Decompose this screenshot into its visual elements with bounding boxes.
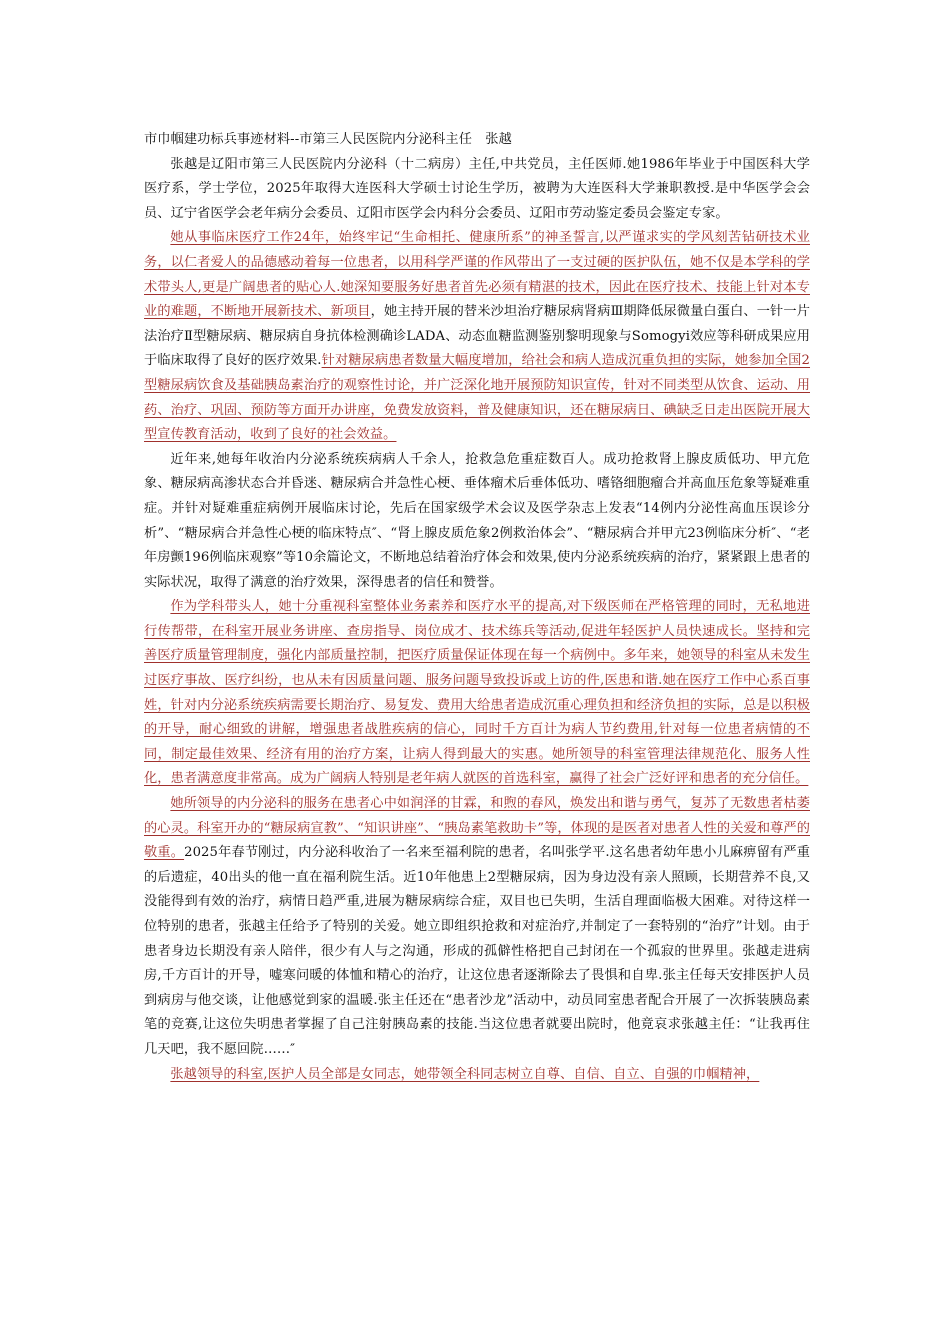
highlighted-text: 她从事临床医疗工作24年，始终牢记“生命相托、健康所系”的神圣誓言,以严谨求实的学风刻苦钻研技术业务，以仁者爱人的品德感动着每一位患者，以用科学严谨的作风带出了一支过硬的医护队伍，她不仅是本学科的学术带头人,更是广阔患者的贴心人.她深知要服务好患者首先必须有精湛的技术，因此在医疗技术、技能上针对本专业的难题，不断地开展新技术、新项目	[144, 230, 810, 320]
paragraph-text: 张越是辽阳市第三人民医院内分泌科（十二病房）主任,中共党员，主任医师.她1986年毕业于中国医科大学医疗系，学士学位，2025年取得大连医科大学硕士讨论生学历，被聘为大连医科大学兼职教授.是中华医学会会员、辽宁省医学会老年病分会委员、辽阳市医学会内科分会委员、辽阳市劳动鉴定委员会鉴定专家。	[144, 156, 810, 221]
body-paragraph	[144, 1063, 810, 1088]
paragraph-text: 近年来,她每年收治内分泌系统疾病病人千余人，抢救急危重症数百人。成功抢救肾上腺皮质低功、甲亢危象、糖尿病高渗状态合并昏迷、糖尿病合并急性心梗、垂体瘤术后垂体低功、嗜铬细胞瘤合并高血压危象等疑难重症。并针对疑难重症病例开展临床讨论，先后在国家级学术会议及医学杂志上发表“14例内分泌性高血压误诊分析”、“糖尿病合并急性心梗的临床特点″、“肾上腺皮质危象2例救治体会”、“糖尿病合并甲亢23例临床分析″、“老年房颤196例临床观察”等10余篇论文，不断地总结着治疗体会和效果,使内分泌系统疾病的治疗，紧紧跟上患者的实际状况，取得了满意的治疗效果，深得患者的信任和赞誉。	[144, 451, 810, 590]
highlighted-text: 张越领导的科室,医护人员全部是女同志，她带领全科同志树立自尊、自信、自立、自强的巾帼精神，	[170, 1066, 760, 1082]
document-body	[144, 153, 810, 1088]
highlighted-text: 作为学科带头人，她十分重视科室整体业务素养和医疗水平的提高,对下级医师在严格管理的同时，无私地进行传帮带，在科室开展业务讲座、查房指导、岗位成才、技术练兵等活动,促进年轻医护人员快速成长。坚持和完善医疗质量管理制度，强化内部质量控制，把医疗质量保证体现在每一个病例中。多年来，她领导的科室从未发生过医疗事故、医疗纠纷，也从未有因质量问题、服务问题导致投诉或上访的件,医患和谐.她在医疗工作中心系百事姓，针对内分泌系统疾病需要长期治疗、易复发、费用大给患者造成沉重心理负担和经济负担的实际，总是以积极的开导，耐心细致的讲解，增强患者战胜疾病的信心，同时千方百计为病人节约费用,针对每一位患者病情的不同，制定最佳效果、经济有用的治疗方案，让病人得到最大的实惠。她所领导的科室管理法律规范化、服务人性化，患者满意度非常高。成为广阔病人特别是老年病人就医的首选科室，赢得了社会广泛好评和患者的充分信任。	[144, 599, 810, 787]
body-paragraph	[144, 595, 810, 792]
paragraph-text: 2025年春节刚过，内分泌科收治了一名来至福利院的患者，名叫张学平.这名患者幼年患小儿麻痹留有严重的后遗症，40出头的他一直在福利院生活。近10年他患上2型糖尿病，因为身边没有亲人照顾，长期营养不良,又没能得到有效的治疗，病情日趋严重,进展为糖尿病综合症，双目也已失明，生活自理面临极大困难。对待这样一位特别的患者，张越主任给予了特别的关爱。她立即组织抢救和对症治疗,并制定了一套特别的“治疗”计划。由于患者身边长期没有亲人陪伴，很少有人与之沟通，形成的孤僻性格把自己封闭在一个孤寂的世界里。张越走进病房,千方百计的开导，嘘寒问暖的体恤和精心的治疗，让这位患者逐渐除去了畏惧和自卑.张主任每天安排医护人员到病房与他交谈，让他感觉到家的温暖.张主任还在“患者沙龙”活动中，动员同室患者配合开展了一次拆装胰岛素笔的竞赛,让这位失明患者掌握了自己注射胰岛素的技能.当这位患者就要出院时，他竟哀求张越主任：“让我再住几天吧，我不愿回院……″	[144, 845, 810, 1057]
body-paragraph	[144, 226, 810, 447]
paragraph-text: ，她主持开展的替米沙坦治疗糖尿病肾病Ⅲ期降低尿微量白蛋白、一针一片法治疗Ⅱ型糖尿病、糖尿病自身抗体检测确诊LADA、动态血糖监测鉴别黎明现象与Somogyi效应等科研成果应用于临床取得了良好的医疗效果.	[144, 304, 811, 369]
highlighted-text: 针对糖尿病患者数量大幅度增加，给社会和病人造成沉重负担的实际，她参加全国2型糖尿病饮食及基础胰岛素治疗的观察性讨论，并广泛深化地开展预防知识宣传，针对不同类型从饮食、运动、用药、治疗、巩固、预防等方面开办讲座，免费发放资料，普及健康知识，还在糖尿病日、碘缺乏日走出医院开展大型宣传教育活动，收到了良好的社会效益。	[144, 353, 811, 443]
document-page	[144, 128, 810, 1087]
highlighted-text: 她所领导的内分泌科的服务在患者心中如润泽的甘霖，和煦的春风，焕发出和谐与勇气，复苏了无数患者枯萎的心灵。科室开办的“糖尿病宣教”、“知识讲座”、“胰岛素笔救助卡”等，体现的是医者对患者人性的关爱和尊严的敬重。	[144, 796, 810, 861]
body-paragraph	[144, 792, 810, 1063]
document-title: 市巾帼建功标兵事迹材料--市第三人民医院内分泌科主任 张越	[144, 132, 512, 147]
body-paragraph	[144, 153, 810, 227]
body-paragraph	[144, 448, 810, 596]
